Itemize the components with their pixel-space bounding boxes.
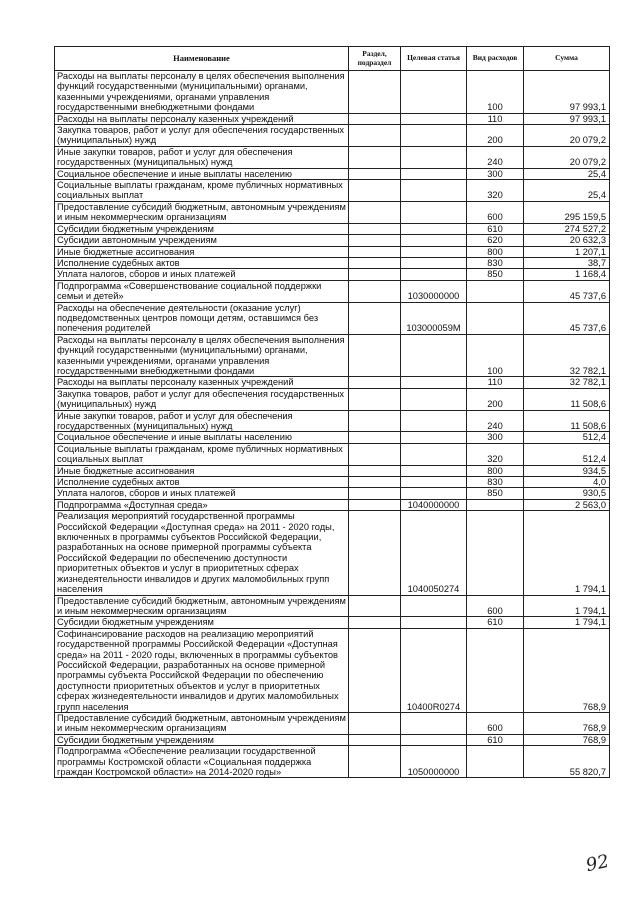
cell-sum: 768,9	[524, 712, 610, 734]
table-row	[55, 334, 610, 377]
cell-target	[401, 410, 467, 432]
cell-section	[349, 443, 401, 465]
cell-target	[401, 113, 467, 124]
cell-name: Уплата налогов, сборов и иных платежей	[55, 269, 349, 280]
cell-section	[349, 432, 401, 443]
cell-name: Закупка товаров, работ и услуг для обеспечения государственных (муниципальных) нужд	[55, 388, 349, 410]
cell-type: 610	[467, 223, 524, 234]
cell-name: Реализация мероприятий государственной программы Российской Федерации «Доступная среда» на 2011 - 2020 годы, включенных в программы субъектов Российской Федерации, разработанных на основе примерной программы субъекта Российской Федерации по обеспечению доступности приоритетных объектов и услуг в приоритетных сферах жизнедеятельности инвалидов и других маломобильных групп населения	[55, 511, 349, 595]
cell-name: Социальное обеспечение и иные выплаты населению	[55, 432, 349, 443]
cell-type: 110	[467, 377, 524, 388]
cell-name: Исполнение судебных актов	[55, 257, 349, 268]
cell-target	[401, 201, 467, 223]
cell-target	[401, 71, 467, 114]
cell-section	[349, 71, 401, 114]
cell-name: Предоставление субсидий бюджетным, автономным учреждениям и иным некоммерческим организациям	[55, 712, 349, 734]
cell-sum: 11 508,6	[524, 410, 610, 432]
cell-section	[349, 465, 401, 476]
cell-type: 600	[467, 201, 524, 223]
cell-section	[349, 410, 401, 432]
cell-name: Субсидии бюджетным учреждениям	[55, 223, 349, 234]
cell-name: Софинансирование расходов на реализацию мероприятий государственной программы Российской Федерации «Доступная среда» на 2011 - 2020 годы, включенных в программы субъектов Российской Федерации, разработанных на основе примерной программы субъекта Российской Федерации по обеспечению доступности приоритетных объектов и услуг в приоритетных сферах жизнедеятельности инвалидов и других маломобильных групп населения	[55, 628, 349, 712]
cell-target	[401, 734, 467, 745]
cell-name: Предоставление субсидий бюджетным, автономным учреждениям и иным некоммерческим организациям	[55, 595, 349, 617]
cell-sum: 295 159,5	[524, 201, 610, 223]
table-row	[55, 628, 610, 712]
cell-name: Социальное обеспечение и иные выплаты населению	[55, 168, 349, 179]
cell-target: 103000059М	[401, 302, 467, 334]
cell-section	[349, 113, 401, 124]
cell-sum: 97 993,1	[524, 71, 610, 114]
cell-section	[349, 269, 401, 280]
cell-sum: 512,4	[524, 432, 610, 443]
cell-type	[467, 746, 524, 778]
table-row	[55, 223, 610, 234]
cell-name: Социальные выплаты гражданам, кроме публичных нормативных социальных выплат	[55, 443, 349, 465]
cell-sum: 1 168,4	[524, 269, 610, 280]
cell-type: 110	[467, 113, 524, 124]
cell-sum: 32 782,1	[524, 334, 610, 377]
header-sum: Сумма	[524, 47, 610, 71]
page-number: 92	[584, 850, 611, 877]
cell-name: Подпрограмма «Обеспечение реализации государственной программы Костромской области «Социальная поддержка граждан Костромской области» на 2014-2020 годы»	[55, 746, 349, 778]
cell-section	[349, 168, 401, 179]
cell-type	[467, 302, 524, 334]
cell-name: Социальные выплаты гражданам, кроме публичных нормативных социальных выплат	[55, 180, 349, 202]
table-row	[55, 125, 610, 147]
cell-target	[401, 168, 467, 179]
cell-section	[349, 617, 401, 628]
table-row	[55, 617, 610, 628]
cell-sum: 45 737,6	[524, 280, 610, 302]
header-target: Целевая статья	[401, 47, 467, 71]
cell-section	[349, 235, 401, 246]
table-row	[55, 269, 610, 280]
cell-target: 1040000000	[401, 499, 467, 510]
cell-sum: 20 079,2	[524, 125, 610, 147]
cell-target	[401, 180, 467, 202]
table-row	[55, 712, 610, 734]
cell-type	[467, 511, 524, 595]
cell-target	[401, 712, 467, 734]
cell-sum: 934,5	[524, 465, 610, 476]
table-row	[55, 465, 610, 476]
cell-type: 300	[467, 168, 524, 179]
cell-target	[401, 443, 467, 465]
table-row	[55, 201, 610, 223]
cell-target: 1030000000	[401, 280, 467, 302]
cell-type	[467, 280, 524, 302]
cell-section	[349, 595, 401, 617]
cell-type: 200	[467, 125, 524, 147]
cell-target	[401, 595, 467, 617]
table-row	[55, 499, 610, 510]
cell-section	[349, 488, 401, 499]
table-row	[55, 477, 610, 488]
cell-type: 830	[467, 477, 524, 488]
cell-section	[349, 388, 401, 410]
cell-name: Расходы на выплаты персоналу в целях обеспечения выполнения функций государственными (муниципальными) органами, казенными учреждениями, органами управления государственными внебюджетными фондами	[55, 71, 349, 114]
table-row	[55, 432, 610, 443]
cell-sum: 4,0	[524, 477, 610, 488]
cell-target	[401, 334, 467, 377]
cell-type: 610	[467, 734, 524, 745]
table-row	[55, 488, 610, 499]
cell-name: Субсидии автономным учреждениям	[55, 235, 349, 246]
cell-type: 100	[467, 334, 524, 377]
table-row	[55, 180, 610, 202]
cell-sum: 2 563,0	[524, 499, 610, 510]
table-row	[55, 146, 610, 168]
cell-sum: 1 207,1	[524, 246, 610, 257]
table-body	[55, 71, 610, 778]
table-row	[55, 377, 610, 388]
table-row	[55, 257, 610, 268]
cell-target	[401, 246, 467, 257]
table-row	[55, 71, 610, 114]
cell-type: 830	[467, 257, 524, 268]
cell-sum: 768,9	[524, 734, 610, 745]
cell-sum: 20 632,3	[524, 235, 610, 246]
cell-name: Расходы на обеспечение деятельности (оказание услуг) подведомственных центров помощи детям, оставшимся без попечения родителей	[55, 302, 349, 334]
cell-section	[349, 146, 401, 168]
cell-sum: 38,7	[524, 257, 610, 268]
cell-section	[349, 201, 401, 223]
cell-section	[349, 246, 401, 257]
cell-type: 600	[467, 712, 524, 734]
cell-name: Расходы на выплаты персоналу казенных учреждений	[55, 377, 349, 388]
cell-section	[349, 377, 401, 388]
table-row	[55, 410, 610, 432]
cell-sum: 45 737,6	[524, 302, 610, 334]
cell-sum: 11 508,6	[524, 388, 610, 410]
cell-section	[349, 499, 401, 510]
table-row	[55, 734, 610, 745]
cell-target	[401, 125, 467, 147]
cell-section	[349, 257, 401, 268]
header-name: Наименование	[55, 47, 349, 71]
cell-sum: 1 794,1	[524, 617, 610, 628]
cell-section	[349, 712, 401, 734]
cell-type: 240	[467, 410, 524, 432]
cell-name: Уплата налогов, сборов и иных платежей	[55, 488, 349, 499]
cell-type: 610	[467, 617, 524, 628]
cell-target: 10400R0274	[401, 628, 467, 712]
cell-target	[401, 146, 467, 168]
cell-section	[349, 180, 401, 202]
cell-type: 800	[467, 246, 524, 257]
table-row	[55, 746, 610, 778]
cell-type: 800	[467, 465, 524, 476]
cell-target	[401, 388, 467, 410]
cell-name: Подпрограмма «Совершенствование социальной поддержки семьи и детей»	[55, 280, 349, 302]
cell-target	[401, 235, 467, 246]
cell-name: Закупка товаров, работ и услуг для обеспечения государственных (муниципальных) нужд	[55, 125, 349, 147]
cell-target: 1050000000	[401, 746, 467, 778]
cell-target	[401, 269, 467, 280]
table-header-row	[55, 47, 610, 71]
cell-type: 600	[467, 595, 524, 617]
cell-sum: 1 794,1	[524, 511, 610, 595]
cell-target	[401, 465, 467, 476]
table-row	[55, 388, 610, 410]
cell-name: Исполнение судебных актов	[55, 477, 349, 488]
cell-section	[349, 477, 401, 488]
table-row	[55, 511, 610, 595]
cell-type: 100	[467, 71, 524, 114]
cell-sum: 97 993,1	[524, 113, 610, 124]
cell-section	[349, 734, 401, 745]
cell-type: 320	[467, 180, 524, 202]
cell-type	[467, 628, 524, 712]
cell-section	[349, 125, 401, 147]
cell-type: 850	[467, 269, 524, 280]
cell-target	[401, 477, 467, 488]
cell-target	[401, 488, 467, 499]
cell-name: Предоставление субсидий бюджетным, автономным учреждениям и иным некоммерческим организациям	[55, 201, 349, 223]
cell-sum: 20 079,2	[524, 146, 610, 168]
cell-name: Иные закупки товаров, работ и услуг для обеспечения государственных (муниципальных) нужд	[55, 146, 349, 168]
cell-target	[401, 617, 467, 628]
cell-section	[349, 511, 401, 595]
cell-section	[349, 280, 401, 302]
table-row	[55, 246, 610, 257]
cell-section	[349, 223, 401, 234]
cell-name: Подпрограмма «Доступная среда»	[55, 499, 349, 510]
cell-type: 300	[467, 432, 524, 443]
cell-type: 240	[467, 146, 524, 168]
cell-target	[401, 432, 467, 443]
header-type: Вид расходов	[467, 47, 524, 71]
cell-sum: 1 794,1	[524, 595, 610, 617]
table-row	[55, 235, 610, 246]
cell-sum: 512,4	[524, 443, 610, 465]
cell-name: Иные бюджетные ассигнования	[55, 465, 349, 476]
cell-section	[349, 746, 401, 778]
cell-type: 320	[467, 443, 524, 465]
table-row	[55, 443, 610, 465]
table-row	[55, 595, 610, 617]
cell-sum: 768,9	[524, 628, 610, 712]
cell-sum: 32 782,1	[524, 377, 610, 388]
cell-section	[349, 302, 401, 334]
cell-sum: 55 820,7	[524, 746, 610, 778]
table-row	[55, 113, 610, 124]
cell-section	[349, 334, 401, 377]
table-row	[55, 168, 610, 179]
header-section: Раздел, подраздел	[349, 47, 401, 71]
cell-type: 850	[467, 488, 524, 499]
cell-type: 200	[467, 388, 524, 410]
cell-name: Иные закупки товаров, работ и услуг для обеспечения государственных (муниципальных) нужд	[55, 410, 349, 432]
cell-target: 1040050274	[401, 511, 467, 595]
table-row	[55, 280, 610, 302]
cell-name: Субсидии бюджетным учреждениям	[55, 617, 349, 628]
budget-table	[54, 46, 610, 778]
cell-sum: 25,4	[524, 180, 610, 202]
cell-name: Расходы на выплаты персоналу в целях обеспечения выполнения функций государственными (муниципальными) органами, казенными учреждениями, органами управления государственными внебюджетными фондами	[55, 334, 349, 377]
cell-sum: 25,4	[524, 168, 610, 179]
cell-target	[401, 257, 467, 268]
cell-type	[467, 499, 524, 510]
cell-name: Расходы на выплаты персоналу казенных учреждений	[55, 113, 349, 124]
cell-target	[401, 377, 467, 388]
cell-name: Иные бюджетные ассигнования	[55, 246, 349, 257]
cell-type: 620	[467, 235, 524, 246]
cell-sum: 930,5	[524, 488, 610, 499]
cell-target	[401, 223, 467, 234]
cell-name: Субсидии бюджетным учреждениям	[55, 734, 349, 745]
table-row	[55, 302, 610, 334]
cell-section	[349, 628, 401, 712]
cell-sum: 274 527,2	[524, 223, 610, 234]
